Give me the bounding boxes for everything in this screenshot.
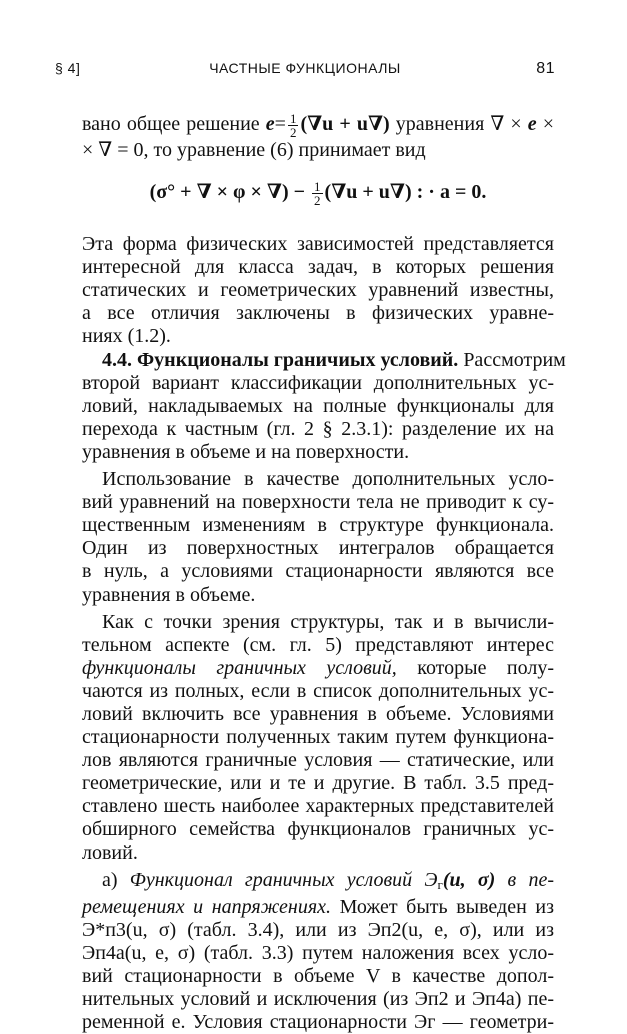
text-line: ловий включить все уравнения в объеме. Условиями (82, 702, 554, 725)
gradient-expression: (∇u + u∇) (300, 113, 390, 136)
text-line (82, 468, 554, 491)
vector-e: e (265, 113, 275, 136)
text-line: стационарности полученных таким путем функциона- (82, 726, 554, 749)
text-line: × ∇ = 0, то уравнение (6) принимает вид (82, 139, 426, 161)
text-line: второй вариант классификации дополнительных ус- (82, 371, 554, 394)
paragraph-section-4-4 (82, 348, 566, 464)
paragraph-boundary-functionals (82, 611, 554, 865)
function-arguments: (u, σ) (442, 868, 496, 891)
text-line: ременной e. Условия стационарности Эг — геометри- (82, 1011, 554, 1034)
text-line: а все отличия заключены в физических уравне- (82, 302, 554, 325)
italic-term: функционалы граничных условий, (82, 656, 397, 679)
text-line: в нуль, а условиями стационарности являются все (82, 560, 554, 583)
text-line: вий уравнений на поверхности тела не приводит к су- (82, 491, 554, 514)
text-fragment: Может быть выведен из (331, 895, 554, 918)
text-line: Эп4а(u, e, σ) (табл. 3.3) путем наложения всех усло- (82, 941, 554, 964)
text-line: перехода к частным (гл. 2 § 2.3.1): разделение их на (82, 417, 554, 440)
fraction-half (288, 112, 299, 139)
text-line: Один из поверхностных интегралов обращается (82, 537, 554, 560)
text-line: чаются из полных, если в список дополнительных ус- (82, 679, 554, 702)
text-line (82, 657, 554, 680)
running-title: ЧАСТНЫЕ ФУНКЦИОНАЛЫ (209, 60, 401, 76)
text-fragment: которые полу- (396, 656, 555, 679)
paragraph-surface-conditions (82, 468, 554, 607)
text-fragment: Как с точки зрения структуры, так и в вычисли- (102, 610, 554, 633)
paragraph-functional-a (82, 869, 554, 1034)
text-line: ловий, накладываемых на полные функционалы для (82, 394, 554, 417)
list-marker: а) (102, 868, 130, 891)
text-line (82, 869, 554, 896)
text-line: лов являются граничные условия — статические, или (82, 749, 554, 772)
italic-term: Функционал граничных условий Э (129, 868, 438, 891)
text-line: уравнения в объеме и на поверхности. (82, 440, 410, 463)
subscript: г (437, 876, 443, 892)
page-number: 81 (536, 60, 555, 77)
section-marker: § 4] (55, 60, 81, 76)
text-line (82, 896, 554, 919)
fraction-denominator: 2 (314, 193, 321, 209)
text-line: интересной для класса задач, в которых решения (82, 256, 554, 279)
text-fragment: Использование в качестве дополнительных усло- (102, 468, 554, 491)
text-line (82, 348, 566, 372)
italic-term: в пе- (495, 868, 554, 891)
section-heading: 4.4. Функционалы граничиых условий. (102, 348, 459, 371)
text-line: геометрические, или и те и другие. В табл. 3.5 пред- (82, 772, 554, 795)
text-line (82, 112, 554, 139)
text-line: уравнения в объеме. (82, 583, 256, 606)
fraction-numerator: 1 (289, 111, 297, 126)
text-line (82, 611, 554, 634)
text-fragment: Рассмотрим (458, 348, 566, 371)
text-line: тельном аспекте (см. гл. 5) представляют интерес (82, 633, 554, 656)
text-line: обширного семейства функционалов граничных ус- (82, 818, 554, 841)
text-fragment: уравнения ∇ × (389, 113, 528, 136)
fraction-denominator: 2 (289, 125, 297, 140)
display-equation (82, 180, 554, 207)
text-line: статических и геометрических уравнений известны, (82, 279, 554, 302)
text-line: ловий. (82, 841, 138, 864)
text-line: нительных условий и исключения (из Эп2 и Эп4а) пе- (82, 988, 554, 1011)
italic-term: ремещениях и напряжениях. (82, 895, 332, 918)
text-line: ниях (1.2). (82, 325, 171, 348)
text-line: ставлено шесть наиболее характерных представителей (82, 795, 554, 818)
page-body (82, 111, 566, 1034)
vector-e: e (527, 113, 537, 136)
text-line: Э*п3(u, σ) (табл. 3.4), или из Эп2(u, e, σ), или из (82, 918, 554, 941)
text-fragment: вано общее решение (82, 113, 266, 136)
text-line: щественным изменениям в структуре функционала. (82, 514, 554, 537)
page-header (55, 60, 555, 82)
fraction-half (312, 180, 323, 207)
equation-right: (∇u + u∇) : · a = 0. (324, 181, 487, 204)
equation-left: (σ° + ∇ × φ × ∇) − (149, 181, 306, 204)
equals-sign: = (274, 113, 286, 136)
text-line: Эта форма физических зависимостей представляется (82, 233, 554, 256)
paragraph-intro (82, 112, 554, 162)
text-line: вий стационарности в объеме V в качестве допол- (82, 965, 554, 987)
fraction-numerator: 1 (314, 179, 321, 195)
paragraph-physical-relations (82, 233, 554, 348)
text-fragment: × (536, 113, 554, 136)
